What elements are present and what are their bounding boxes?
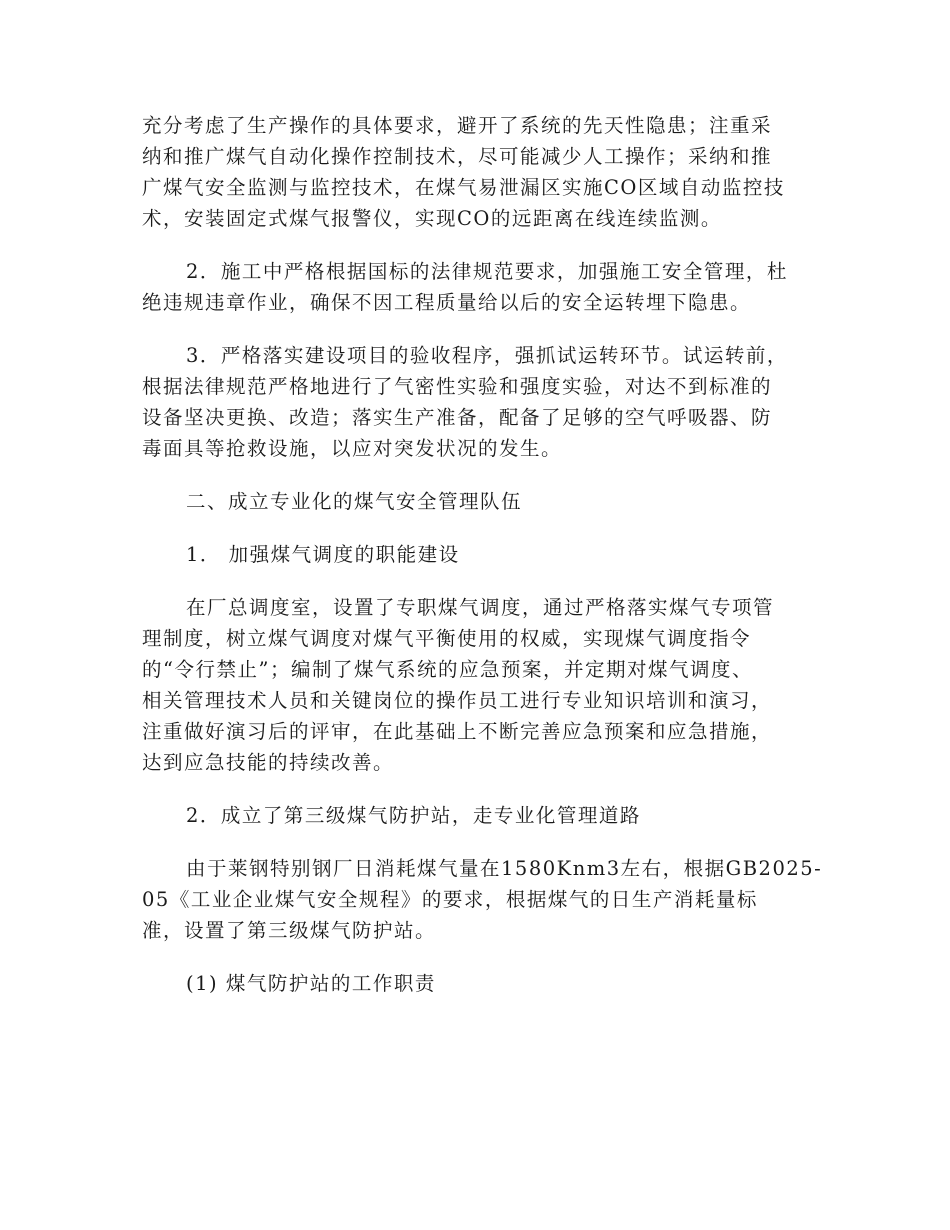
text-line: 二、成立专业化的煤气安全管理队伍 xyxy=(186,490,523,513)
paragraph-acceptance-procedure xyxy=(142,340,810,464)
text-line: 由于莱钢特别钢厂日消耗煤气量在1580Knm3左右，根据GB2025- xyxy=(186,857,823,880)
text-line: 术，安装固定式煤气报警仪，实现CO的远距离在线连续监测。 xyxy=(142,207,722,230)
text-line: 1． 加强煤气调度的职能建设 xyxy=(186,543,460,566)
text-line: 准，设置了第三级煤气防护站。 xyxy=(142,919,437,942)
text-line: 2．成立了第三级煤气防护站，走专业化管理道路 xyxy=(186,804,641,827)
text-line: 毒面具等抢救设施，以应对突发状况的发生。 xyxy=(142,437,563,460)
subsection-heading xyxy=(142,800,810,831)
item-heading xyxy=(142,968,810,999)
text-line: 的“令行禁止”；编制了煤气系统的应急预案，并定期对煤气调度、 xyxy=(142,658,753,681)
text-line: 广煤气安全监测与监控技术，在煤气易泄漏区实施CO区域自动监控技 xyxy=(142,176,785,199)
subsection-heading xyxy=(142,539,810,570)
text-line: 2．施工中严格根据国标的法律规范要求，加强施工安全管理，杜 xyxy=(186,260,788,283)
paragraph-design-safety xyxy=(142,110,810,234)
section-heading xyxy=(142,486,810,517)
text-line: 理制度，树立煤气调度对煤气平衡使用的权威，实现煤气调度指令 xyxy=(142,627,752,650)
paragraph-construction-management xyxy=(142,256,810,318)
text-line: 纳和推广煤气自动化操作控制技术，尽可能减少人工操作；采纳和推 xyxy=(142,145,773,168)
paragraph-protection-station xyxy=(142,853,823,946)
text-line: 设备坚决更换、改造；落实生产准备，配备了足够的空气呼吸器、防 xyxy=(142,406,773,429)
text-line: (1) 煤气防护站的工作职责 xyxy=(186,972,436,995)
text-line: 05《工业企业煤气安全规程》的要求，根据煤气的日生产消耗量标 xyxy=(142,888,758,911)
text-line: 在厂总调度室，设置了专职煤气调度，通过严格落实煤气专项管 xyxy=(186,596,775,619)
text-line: 注重做好演习后的评审，在此基础上不断完善应急预案和应急措施， xyxy=(142,720,773,743)
text-line: 根据法律规范严格地进行了气密性实验和强度实验，对达不到标准的 xyxy=(142,375,773,398)
text-line: 充分考虑了生产操作的具体要求，避开了系统的先天性隐患；注重采 xyxy=(142,114,773,137)
text-line: 达到应急技能的持续改善。 xyxy=(142,751,395,774)
document-body xyxy=(142,110,823,999)
text-line: 3．严格落实建设项目的验收程序，强抓试运转环节。试运转前， xyxy=(186,344,788,367)
text-line: 绝违规违章作业，确保不因工程质量给以后的安全运转埋下隐患。 xyxy=(142,291,752,314)
paragraph-dispatch-function xyxy=(142,592,810,778)
text-line: 相关管理技术人员和关键岗位的操作员工进行专业知识培训和演习， xyxy=(142,689,773,712)
